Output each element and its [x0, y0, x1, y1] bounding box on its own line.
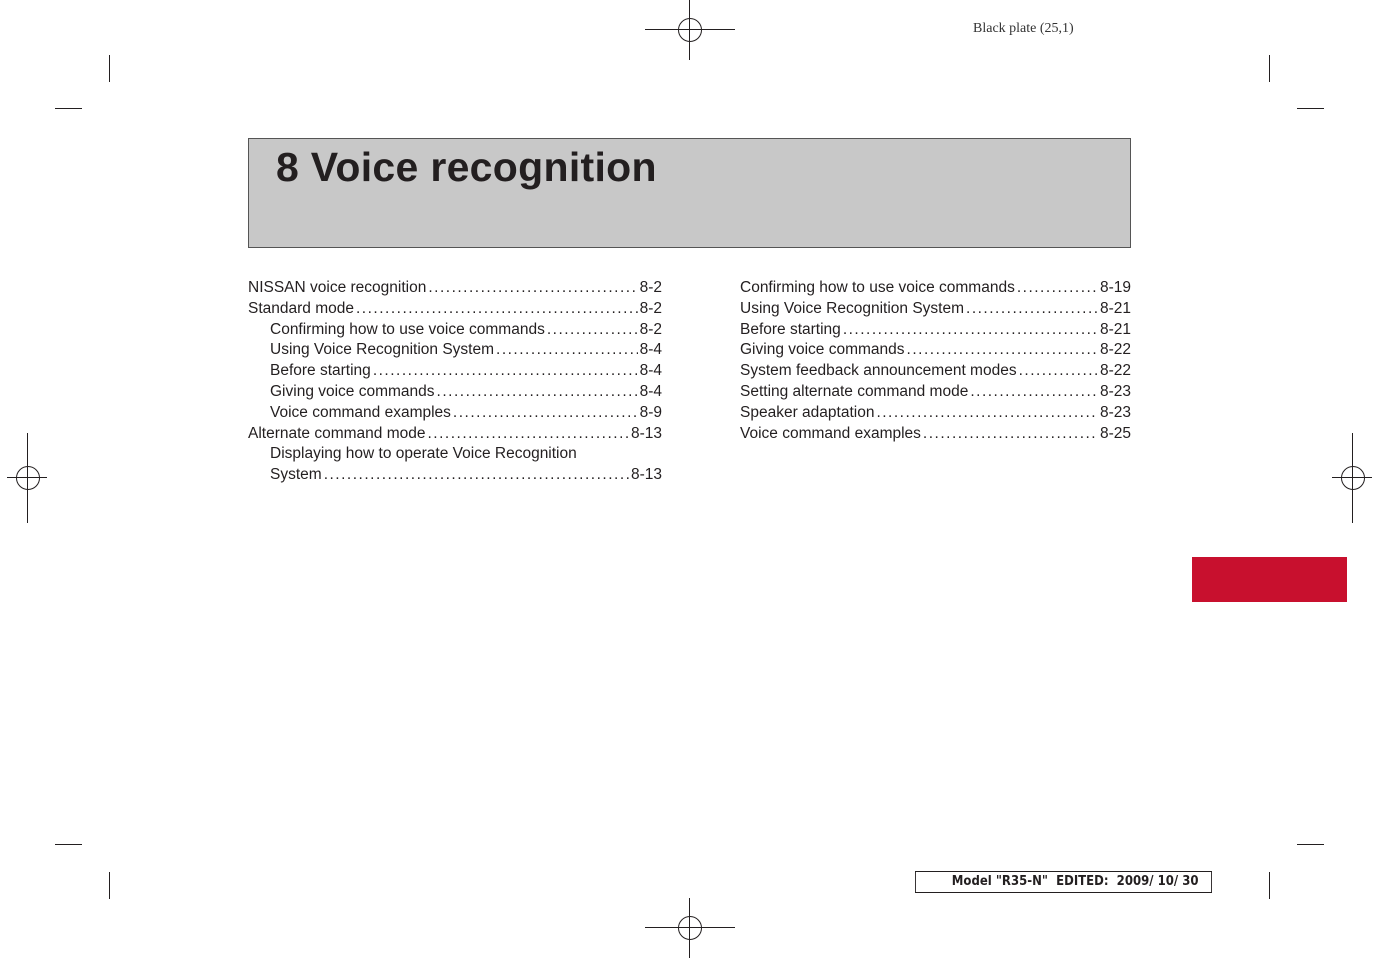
toc-subentry[interactable]: [248, 320, 662, 341]
leader-dots: [373, 361, 638, 382]
leader-dots: [453, 403, 638, 424]
toc-entry[interactable]: [740, 382, 1131, 403]
toc-entry[interactable]: [740, 424, 1131, 445]
chapter-title-band: [248, 138, 1131, 248]
toc-entry-page: 8-21: [1099, 320, 1131, 338]
plate-label: Black plate (25,1): [973, 21, 1074, 36]
crop-mark: [55, 108, 82, 109]
toc-entry-label: Speaker adaptation: [740, 403, 875, 421]
model-edited-label: Model "R35-N" EDITED: 2009/ 10/ 30: [915, 871, 1212, 893]
toc-entry-label: System: [270, 466, 322, 484]
toc-entry[interactable]: [248, 278, 662, 299]
toc-entry-page: 8-4: [639, 341, 662, 359]
leader-dots: [876, 403, 1098, 424]
toc-entry-page: 8-19: [1099, 279, 1131, 296]
registration-mark-top: [645, 0, 735, 60]
toc-entry-label: Displaying how to operate Voice Recognition: [270, 445, 577, 463]
chapter-title: 8 Voice recognition: [276, 144, 657, 190]
toc-entry-page: 8-13: [630, 424, 662, 442]
toc-entry-label: Using Voice Recognition System: [740, 299, 965, 317]
toc-entry-page: 8-22: [1099, 341, 1131, 359]
leader-dots: [966, 299, 1098, 320]
toc-entry[interactable]: [740, 340, 1131, 361]
toc-entry-label: NISSAN voice recognition: [248, 279, 427, 296]
leader-dots: [907, 340, 1098, 361]
registration-mark-right: [1332, 433, 1372, 523]
leader-dots: [1019, 361, 1098, 382]
toc-entry-page: 8-4: [639, 382, 662, 400]
toc-left-column: [248, 278, 662, 486]
toc-entry[interactable]: [740, 403, 1131, 424]
leader-dots: [1017, 278, 1098, 299]
crop-mark: [55, 844, 82, 845]
leader-dots: [923, 424, 1098, 445]
toc-entry-page: 8-2: [639, 279, 662, 296]
crop-mark: [1297, 844, 1324, 845]
crop-mark: [1269, 872, 1270, 899]
toc-right-column: [740, 278, 1131, 444]
toc-entry-label: Confirming how to use voice commands: [740, 279, 1015, 296]
crop-mark: [109, 872, 110, 899]
toc-entry-page: 8-23: [1099, 382, 1131, 400]
toc-entry-label: Giving voice commands: [740, 341, 905, 359]
toc-entry-label: Setting alternate command mode: [740, 382, 969, 400]
leader-dots: [970, 382, 1098, 403]
leader-dots: [496, 340, 638, 361]
toc-entry-page: 8-22: [1099, 362, 1131, 380]
toc-entry-page: 8-4: [639, 362, 662, 380]
crop-mark: [1269, 55, 1270, 82]
toc-entry-label: Before starting: [270, 362, 371, 380]
toc-entry-page: 8-13: [630, 466, 662, 484]
toc-entry-page: 8-23: [1099, 403, 1131, 421]
registration-mark-left: [7, 433, 47, 523]
toc-entry-page: 8-2: [639, 299, 662, 317]
crop-mark: [109, 55, 110, 82]
toc-subentry[interactable]: [248, 403, 662, 424]
toc-entry[interactable]: [740, 299, 1131, 320]
leader-dots: [427, 424, 628, 445]
leader-dots: [437, 382, 638, 403]
toc-entry-label: Voice command examples: [270, 403, 451, 421]
leader-dots: [428, 278, 637, 299]
toc-entry-label: Giving voice commands: [270, 382, 435, 400]
toc-entry[interactable]: [740, 361, 1131, 382]
toc-entry-label: Alternate command mode: [248, 424, 426, 442]
toc-entry-label: Using Voice Recognition System: [270, 341, 495, 359]
toc-entry-label: Voice command examples: [740, 424, 921, 442]
toc-entry-label: Standard mode: [248, 299, 354, 317]
leader-dots: [843, 320, 1098, 341]
toc-entry-label: System feedback announcement modes: [740, 362, 1017, 380]
toc-subentry[interactable]: [248, 361, 662, 382]
toc-entry[interactable]: [248, 424, 662, 445]
toc-entry[interactable]: [740, 320, 1131, 341]
toc-entry[interactable]: [740, 278, 1131, 299]
toc-entry-label: Before starting: [740, 320, 841, 338]
leader-dots: [356, 299, 638, 320]
leader-dots: [324, 465, 629, 486]
toc-subentry[interactable]: [248, 444, 662, 486]
toc-entry-page: 8-9: [639, 403, 662, 421]
chapter-tab-marker: [1192, 557, 1347, 602]
toc-entry-page: 8-2: [639, 320, 662, 338]
toc-entry[interactable]: [248, 299, 662, 320]
toc-entry-page: 8-25: [1099, 424, 1131, 442]
toc-subentry[interactable]: [248, 340, 662, 361]
leader-dots: [547, 320, 638, 341]
toc-subentry[interactable]: [248, 382, 662, 403]
registration-mark-bottom: [645, 898, 735, 958]
toc-entry-label: Confirming how to use voice commands: [270, 320, 545, 338]
crop-mark: [1297, 108, 1324, 109]
toc-entry-page: 8-21: [1099, 299, 1131, 317]
